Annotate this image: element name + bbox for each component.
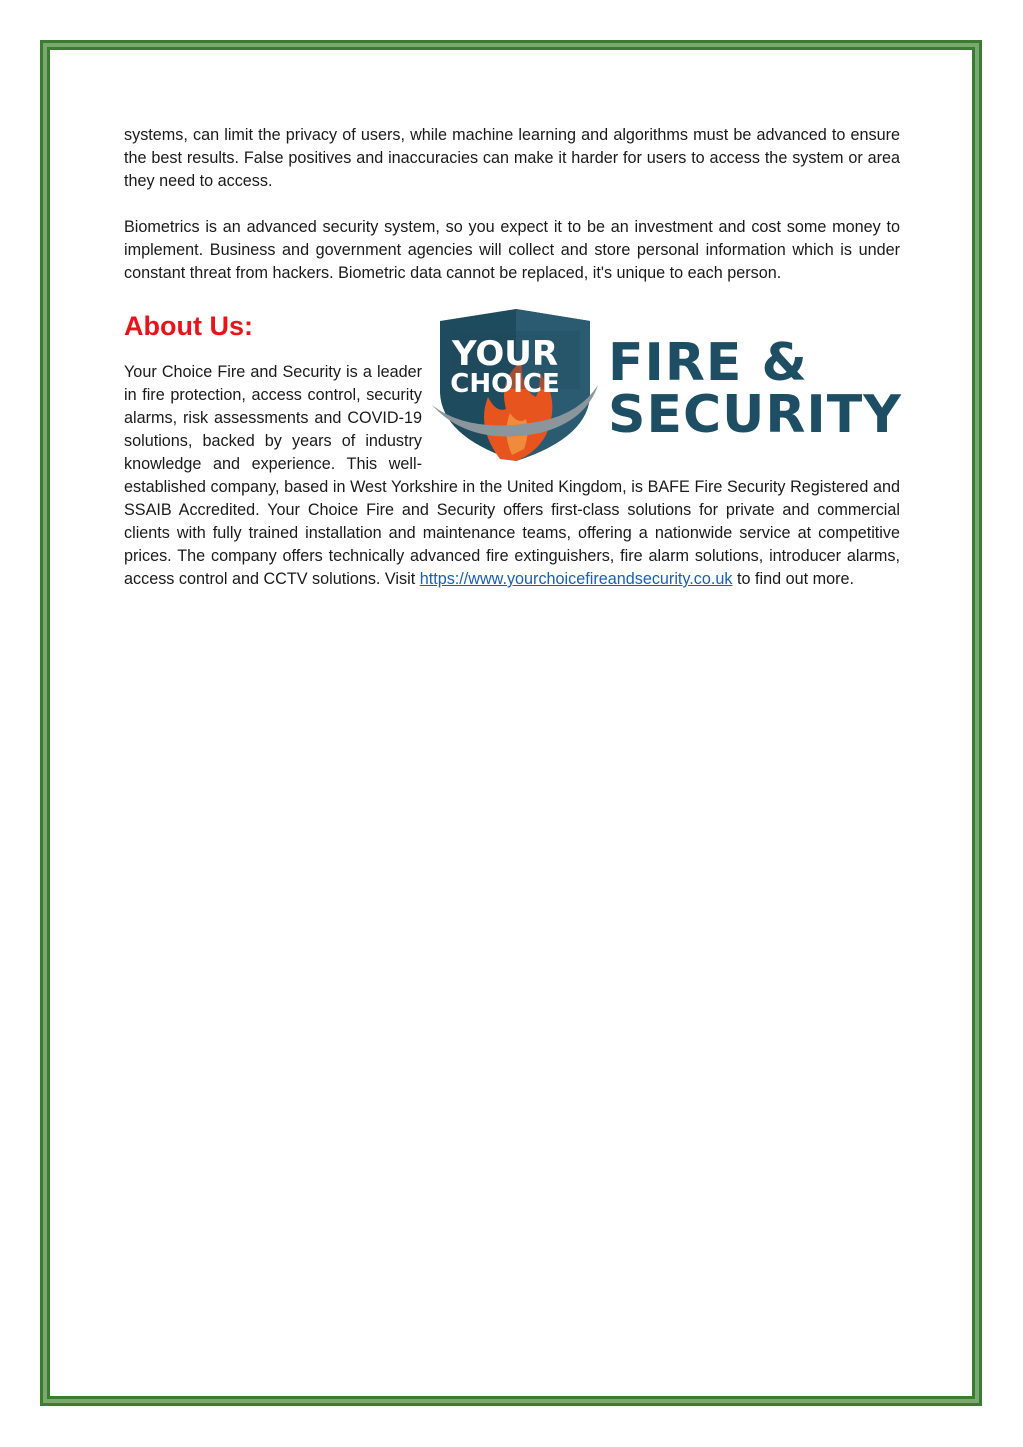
about-text-end: to find out more. [737,570,854,588]
document-content [124,124,900,607]
company-logo [430,309,900,463]
shield-line2: CHOICE [450,369,560,399]
logo-wordmark-fire: FIRE & [608,333,808,393]
company-website-link[interactable]: https://www.yourchoicefireandsecurity.co.uk [419,570,733,588]
about-heading: About Us: [124,311,253,341]
logo-wordmark-security: SECURITY [608,385,902,445]
paragraph-biometrics: Biometrics is an advanced security system, so you expect it to be an investment and cost some money to implement. Business and government agencies will collect and store personal information which is under constant threat from hackers. Biometric data cannot be replaced, it's unique to each person. [124,218,900,282]
paragraph-privacy: systems, can limit the privacy of users, while machine learning and algorithms must be advanced to ensure the best results. False positives and inaccuracies can make it harder for users to access the system or area they need to access. [124,126,900,190]
shield-line1: YOUR [451,334,559,374]
about-text: Your Choice Fire and Security is a leader in fire protection, access control, security alarms, risk assessments and COVID-19 solutions, backed by years of industry knowledge and experience. This well-established company, based in West Yorkshire in the United Kingdom, is BAFE Fire Security Registered and SSAIB Accredited. Your Choice Fire and Security offers first-class solutions for private and commercial clients with fully trained installation and maintenance teams, offering a nationwide service at competitive prices. The company offers technically advanced fire extinguishers, fire alarm solutions, introducer alarms, access control and CCTV solutions. Visit [124,363,900,588]
